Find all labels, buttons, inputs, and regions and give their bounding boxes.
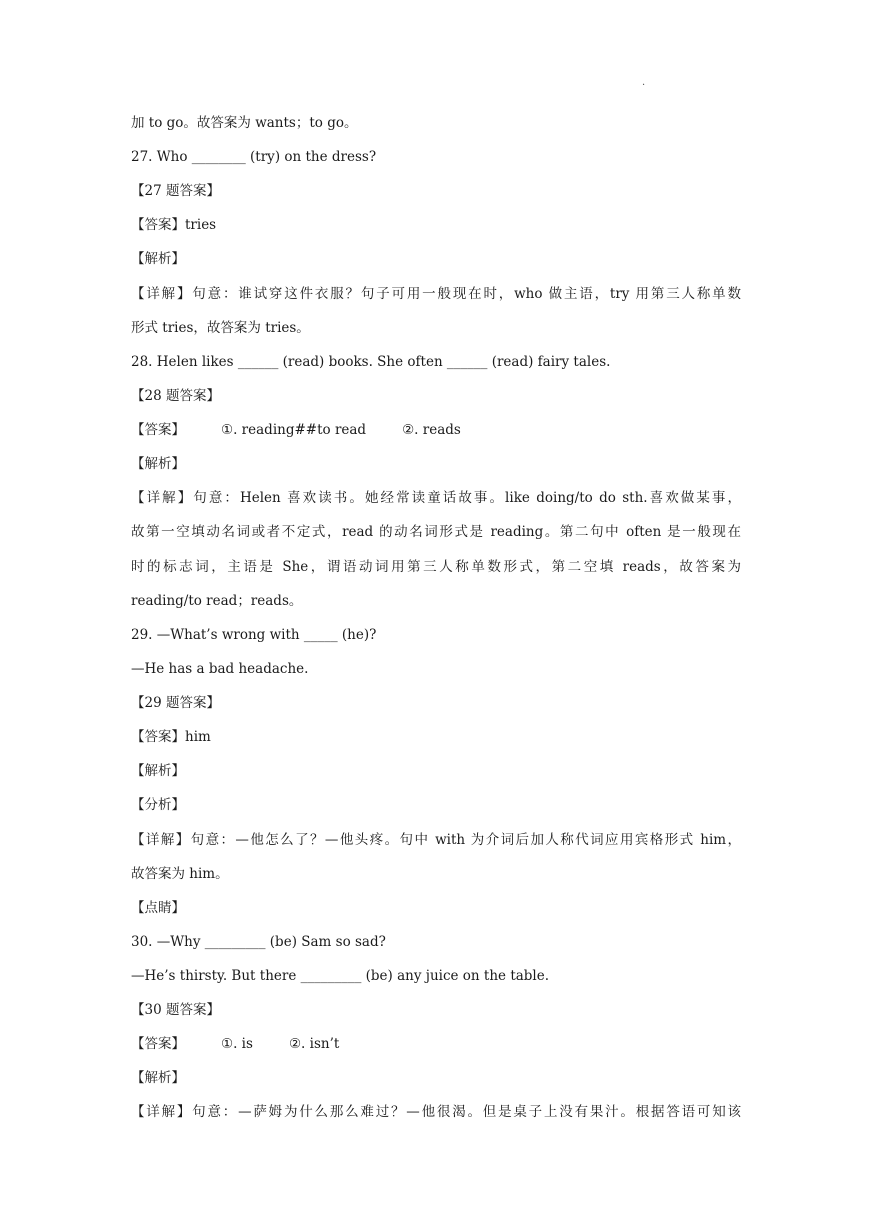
answer-28-second: ②. reads: [402, 422, 461, 438]
answer-header-27: 【27 题答案】: [131, 183, 220, 199]
answer-header-30: 【30 题答案】: [131, 1002, 220, 1018]
explanation-line: 时的标志词，主语是 She，谓语动词用第三人称单数形式，第二空填 reads，故答案为: [131, 559, 741, 575]
question-30-reply: —He’s thirsty. But there _________ (be) any juice on the table.: [131, 968, 550, 984]
explanation-line: 故答案为 him。: [131, 866, 229, 882]
question-27: 27. Who ________ (try) on the dress?: [131, 149, 377, 165]
dianjing-label: 【点睛】: [131, 900, 185, 916]
explanation-line: 【详解】句意：Helen 喜欢读书。她经常读童话故事。like doing/to do sth.喜欢做某事，: [131, 490, 741, 506]
answer-30-first: ①. is: [221, 1036, 253, 1052]
question-30: 30. —Why _________ (be) Sam so sad?: [131, 934, 386, 950]
answer-label: 【答案】: [131, 1036, 185, 1052]
answer-label: 【答案】: [131, 422, 185, 438]
explanation-line: reading/to read；reads。: [131, 593, 303, 609]
question-29-reply: —He has a bad headache.: [131, 661, 309, 677]
analysis-label: 【解析】: [131, 456, 185, 472]
answer-30: [131, 1034, 741, 1054]
fenxi-label: 【分析】: [131, 797, 185, 813]
explanation-line: 【详解】句意：—萨姆为什么那么难过？—他很渴。但是桌子上没有果汁。根据答语可知该: [131, 1104, 741, 1120]
analysis-label: 【解析】: [131, 1070, 185, 1086]
explanation-line: 形式 tries，故答案为 tries。: [131, 320, 310, 336]
header-mark: ·: [642, 80, 646, 91]
question-28: 28. Helen likes ______ (read) books. She often ______ (read) fairy tales.: [131, 354, 611, 370]
answer-30-second: ②. isn’t: [288, 1036, 340, 1052]
explanation-line: 【详解】句意：谁试穿这件衣服？句子可用一般现在时，who 做主语，try 用第三人称单数: [131, 286, 741, 302]
answer-header-29: 【29 题答案】: [131, 695, 220, 711]
explanation-line: 故第一空填动名词或者不定式，read 的动名词形式是 reading。第二句中 often 是一般现在: [131, 524, 741, 540]
answer-header-28: 【28 题答案】: [131, 388, 220, 404]
answer-29: 【答案】him: [131, 729, 211, 745]
answer-27: 【答案】tries: [131, 217, 217, 233]
answer-28: [131, 420, 741, 440]
analysis-label: 【解析】: [131, 251, 185, 267]
question-29: 29. —What’s wrong with _____ (he)?: [131, 627, 377, 643]
analysis-label: 【解析】: [131, 763, 185, 779]
text-line: 加 to go。故答案为 wants；to go。: [131, 115, 358, 131]
explanation-line: 【详解】句意：—他怎么了？—他头疼。句中 with 为介词后加人称代词应用宾格形式 him，: [131, 832, 741, 848]
answer-28-first: ①. reading##to read: [221, 422, 367, 438]
